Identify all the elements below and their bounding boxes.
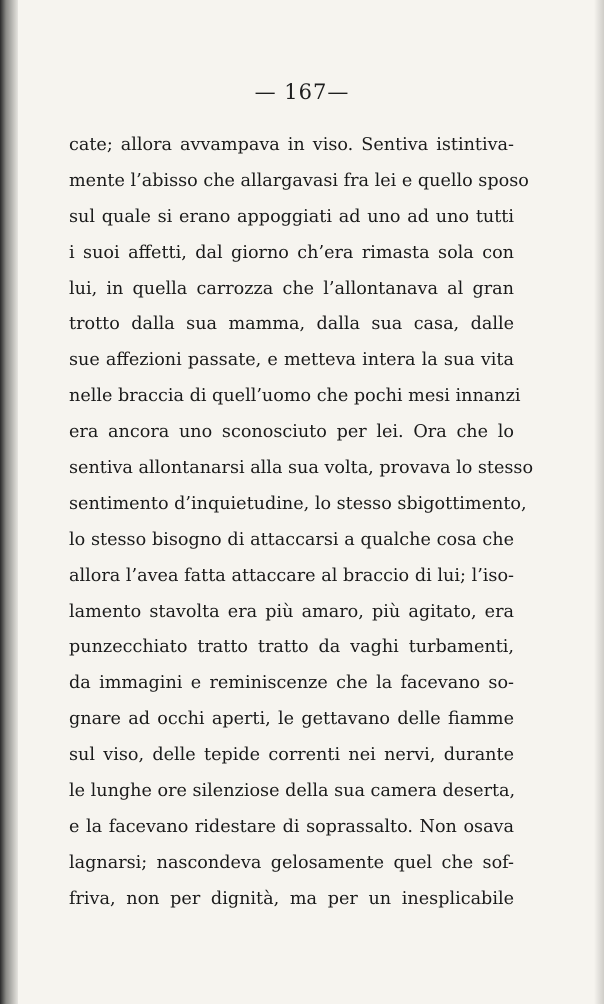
text-line: nelle braccia di quell’uomo che pochi mesi innanzi xyxy=(69,386,521,407)
body-text xyxy=(69,128,534,918)
text-line: da immagini e reminiscenze che la facevano so- xyxy=(69,673,514,694)
text-line: le lunghe ore silenziose della sua camera deserta, xyxy=(69,781,516,802)
text-line: i suoi affetti, dal giorno ch’era rimasta sola con xyxy=(69,242,514,263)
text-line: lui, in quella carrozza che l’allontanava al gran xyxy=(69,278,514,299)
text-line: trotto dalla sua mamma, dalla sua casa, dalle xyxy=(69,314,514,335)
text-line: allora l’avea fatta attaccare al braccio di lui; l’iso- xyxy=(69,565,514,586)
text-line: lamento stavolta era più amaro, più agitato, era xyxy=(69,601,514,622)
text-line: punzecchiato tratto tratto da vaghi turbamenti, xyxy=(69,637,514,658)
page-edge xyxy=(594,0,604,1004)
text-line: e la facevano ridestare di soprassalto. Non osava xyxy=(69,816,514,837)
text-line: lagnarsi; nascondeva gelosamente quel che sof- xyxy=(69,852,514,873)
text-line: sue affezioni passate, e metteva intera la sua vita xyxy=(69,350,514,371)
text-line: sentiva allontanarsi alla sua volta, provava lo stesso xyxy=(69,458,534,479)
text-line: gnare ad occhi aperti, le gettavano delle fiamme xyxy=(69,709,514,730)
page-number: — 167— xyxy=(254,80,350,104)
text-line: era ancora uno sconosciuto per lei. Ora che lo xyxy=(69,422,514,443)
text-line: sul viso, delle tepide correnti nei nervi, durante xyxy=(69,745,514,766)
text-line: friva, non per dignità, ma per un inesplicabile xyxy=(69,888,514,909)
text-line: sentimento d’inquietudine, lo stesso sbigottimento, xyxy=(69,493,527,514)
text-line: cate; allora avvampava in viso. Sentiva istintiva- xyxy=(69,135,514,155)
binding-shadow xyxy=(0,0,18,1004)
text-line: lo stesso bisogno di attaccarsi a qualche cosa che xyxy=(69,529,514,550)
text-line: mente l’abisso che allargavasi fra lei e quello sposo xyxy=(69,170,529,191)
text-line: sul quale si erano appoggiati ad uno ad uno tutti xyxy=(69,206,514,227)
